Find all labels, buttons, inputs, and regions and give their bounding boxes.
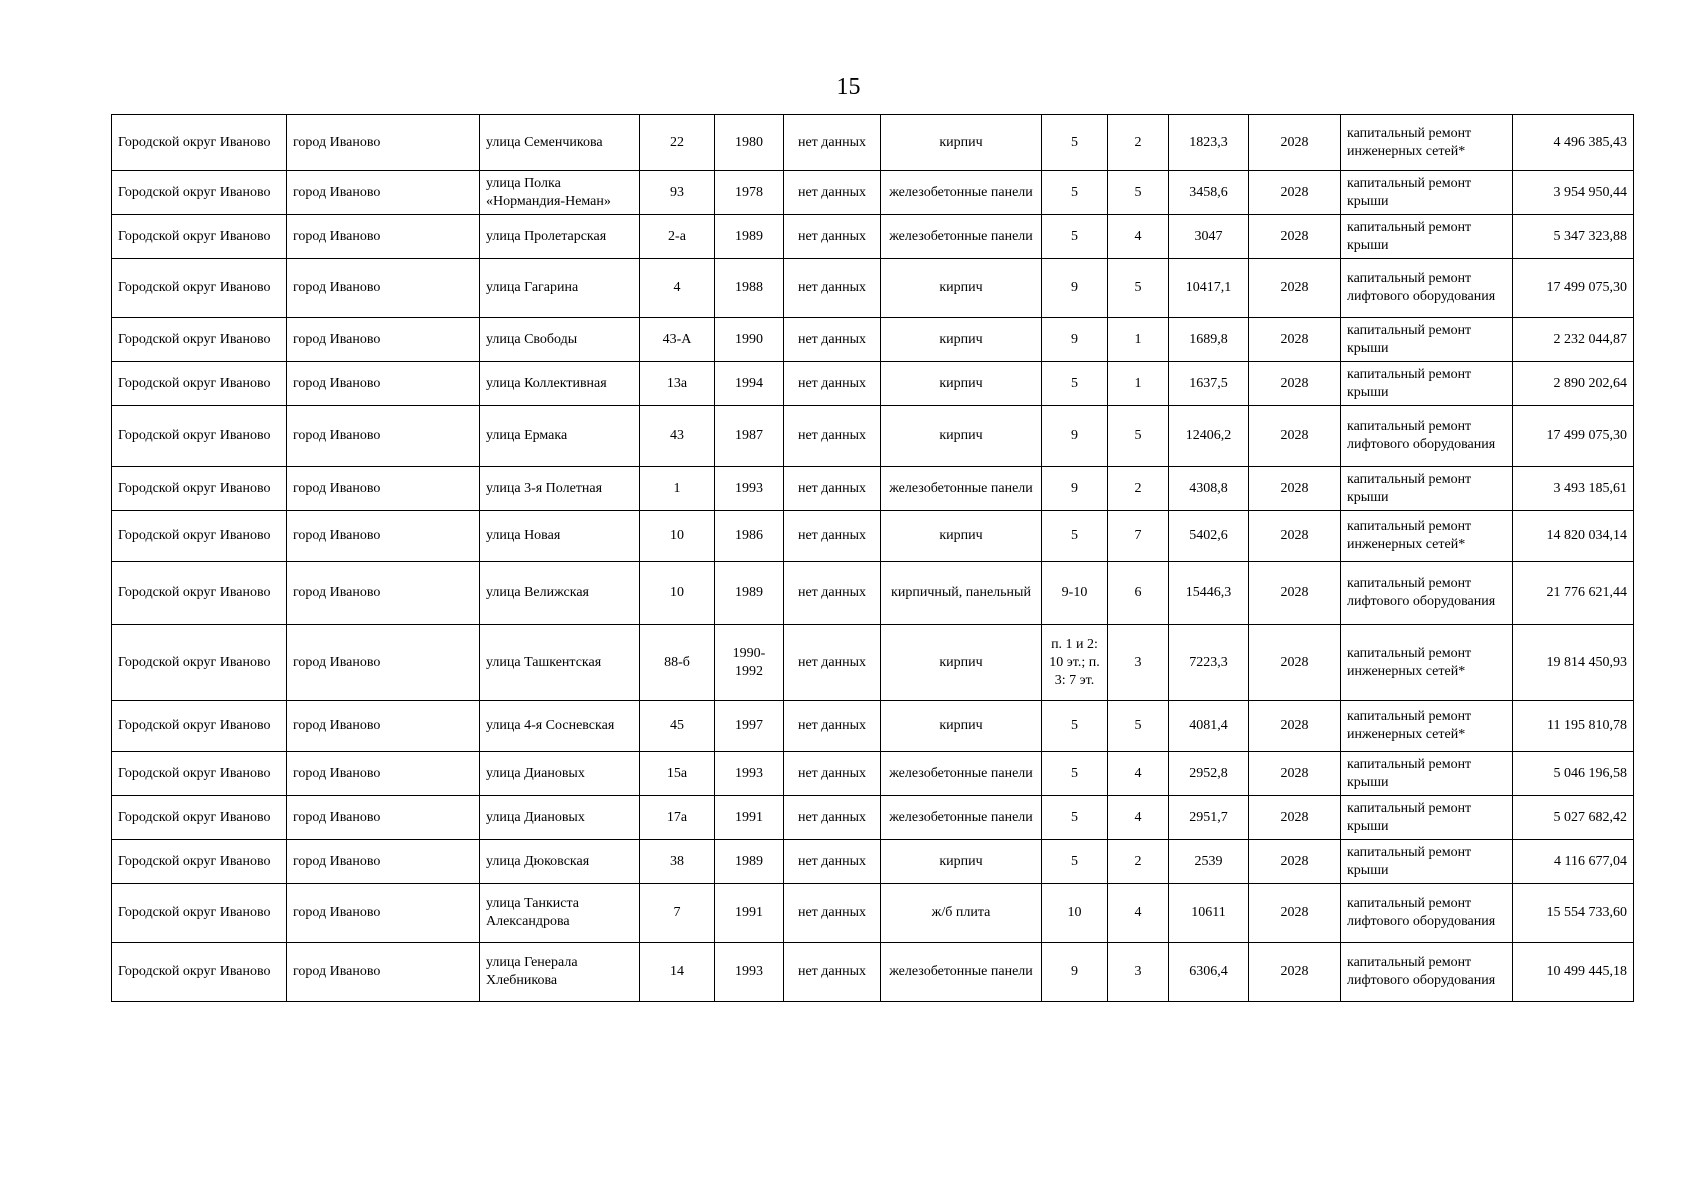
entrances-cell: 3 bbox=[1108, 943, 1169, 1002]
construction-year-cell: 1990-1992 bbox=[715, 625, 784, 701]
wall-material-cell: ж/б плита bbox=[881, 884, 1042, 943]
planned-year-cell: 2028 bbox=[1249, 796, 1341, 840]
area-cell: 3458,6 bbox=[1169, 171, 1249, 215]
planned-year-cell: 2028 bbox=[1249, 318, 1341, 362]
planned-year-cell: 2028 bbox=[1249, 562, 1341, 625]
wall-material-cell: кирпич bbox=[881, 625, 1042, 701]
street-cell: улица Генерала Хлебникова bbox=[480, 943, 640, 1002]
planned-year-cell: 2028 bbox=[1249, 467, 1341, 511]
wall-material-cell: железобетонные панели bbox=[881, 171, 1042, 215]
cost-cell: 19 814 450,93 bbox=[1513, 625, 1634, 701]
entrances-cell: 5 bbox=[1108, 701, 1169, 752]
entrances-cell: 1 bbox=[1108, 362, 1169, 406]
page-number: 15 bbox=[836, 74, 861, 100]
house-number-cell: 1 bbox=[640, 467, 715, 511]
floors-cell: 5 bbox=[1042, 511, 1108, 562]
table-row bbox=[112, 115, 1634, 171]
commissioning-year-cell: нет данных bbox=[784, 943, 881, 1002]
house-number-cell: 4 bbox=[640, 259, 715, 318]
work-type-cell: капитальный ремонт крыши bbox=[1341, 318, 1513, 362]
construction-year-cell: 1989 bbox=[715, 215, 784, 259]
municipality-cell: Городской округ Иваново bbox=[112, 362, 287, 406]
floors-cell: 9 bbox=[1042, 943, 1108, 1002]
area-cell: 3047 bbox=[1169, 215, 1249, 259]
settlement-cell: город Иваново bbox=[287, 884, 480, 943]
municipality-cell: Городской округ Иваново bbox=[112, 511, 287, 562]
municipality-cell: Городской округ Иваново bbox=[112, 701, 287, 752]
entrances-cell: 3 bbox=[1108, 625, 1169, 701]
municipality-cell: Городской округ Иваново bbox=[112, 171, 287, 215]
entrances-cell: 2 bbox=[1108, 467, 1169, 511]
house-number-cell: 22 bbox=[640, 115, 715, 171]
table-row bbox=[112, 752, 1634, 796]
construction-year-cell: 1997 bbox=[715, 701, 784, 752]
cost-cell: 4 496 385,43 bbox=[1513, 115, 1634, 171]
table-row bbox=[112, 884, 1634, 943]
entrances-cell: 2 bbox=[1108, 115, 1169, 171]
wall-material-cell: кирпич bbox=[881, 406, 1042, 467]
commissioning-year-cell: нет данных bbox=[784, 318, 881, 362]
house-number-cell: 93 bbox=[640, 171, 715, 215]
house-number-cell: 38 bbox=[640, 840, 715, 884]
wall-material-cell: железобетонные панели bbox=[881, 215, 1042, 259]
house-number-cell: 45 bbox=[640, 701, 715, 752]
municipality-cell: Городской округ Иваново bbox=[112, 467, 287, 511]
area-cell: 1689,8 bbox=[1169, 318, 1249, 362]
table-row bbox=[112, 467, 1634, 511]
work-type-cell: капитальный ремонт лифтового оборудования bbox=[1341, 406, 1513, 467]
planned-year-cell: 2028 bbox=[1249, 115, 1341, 171]
entrances-cell: 4 bbox=[1108, 884, 1169, 943]
floors-cell: 9 bbox=[1042, 406, 1108, 467]
floors-cell: 5 bbox=[1042, 115, 1108, 171]
construction-year-cell: 1989 bbox=[715, 562, 784, 625]
house-number-cell: 88-б bbox=[640, 625, 715, 701]
municipality-cell: Городской округ Иваново bbox=[112, 884, 287, 943]
construction-year-cell: 1978 bbox=[715, 171, 784, 215]
planned-year-cell: 2028 bbox=[1249, 701, 1341, 752]
area-cell: 10417,1 bbox=[1169, 259, 1249, 318]
work-type-cell: капитальный ремонт инженерных сетей* bbox=[1341, 701, 1513, 752]
area-cell: 2952,8 bbox=[1169, 752, 1249, 796]
wall-material-cell: железобетонные панели bbox=[881, 467, 1042, 511]
construction-year-cell: 1990 bbox=[715, 318, 784, 362]
municipality-cell: Городской округ Иваново bbox=[112, 115, 287, 171]
municipality-cell: Городской округ Иваново bbox=[112, 318, 287, 362]
cost-cell: 14 820 034,14 bbox=[1513, 511, 1634, 562]
cost-cell: 17 499 075,30 bbox=[1513, 406, 1634, 467]
settlement-cell: город Иваново bbox=[287, 625, 480, 701]
commissioning-year-cell: нет данных bbox=[784, 840, 881, 884]
wall-material-cell: кирпич bbox=[881, 318, 1042, 362]
wall-material-cell: кирпич bbox=[881, 362, 1042, 406]
work-type-cell: капитальный ремонт крыши bbox=[1341, 215, 1513, 259]
street-cell: улица Семенчикова bbox=[480, 115, 640, 171]
street-cell: улица Ташкентская bbox=[480, 625, 640, 701]
construction-year-cell: 1980 bbox=[715, 115, 784, 171]
table-row bbox=[112, 215, 1634, 259]
table-row bbox=[112, 362, 1634, 406]
street-cell: улица Диановых bbox=[480, 752, 640, 796]
floors-cell: 5 bbox=[1042, 840, 1108, 884]
cost-cell: 15 554 733,60 bbox=[1513, 884, 1634, 943]
work-type-cell: капитальный ремонт крыши bbox=[1341, 796, 1513, 840]
street-cell: улица Коллективная bbox=[480, 362, 640, 406]
work-type-cell: капитальный ремонт крыши bbox=[1341, 752, 1513, 796]
commissioning-year-cell: нет данных bbox=[784, 115, 881, 171]
entrances-cell: 2 bbox=[1108, 840, 1169, 884]
street-cell: улица 4-я Сосневская bbox=[480, 701, 640, 752]
commissioning-year-cell: нет данных bbox=[784, 467, 881, 511]
settlement-cell: город Иваново bbox=[287, 796, 480, 840]
work-type-cell: капитальный ремонт лифтового оборудования bbox=[1341, 884, 1513, 943]
house-number-cell: 13а bbox=[640, 362, 715, 406]
table-row bbox=[112, 701, 1634, 752]
commissioning-year-cell: нет данных bbox=[784, 884, 881, 943]
construction-year-cell: 1994 bbox=[715, 362, 784, 406]
work-type-cell: капитальный ремонт лифтового оборудования bbox=[1341, 259, 1513, 318]
area-cell: 1823,3 bbox=[1169, 115, 1249, 171]
cost-cell: 11 195 810,78 bbox=[1513, 701, 1634, 752]
floors-cell: 5 bbox=[1042, 752, 1108, 796]
street-cell: улица Свободы bbox=[480, 318, 640, 362]
floors-cell: 9 bbox=[1042, 318, 1108, 362]
entrances-cell: 1 bbox=[1108, 318, 1169, 362]
planned-year-cell: 2028 bbox=[1249, 215, 1341, 259]
street-cell: улица Диановых bbox=[480, 796, 640, 840]
wall-material-cell: кирпич bbox=[881, 701, 1042, 752]
house-number-cell: 15а bbox=[640, 752, 715, 796]
commissioning-year-cell: нет данных bbox=[784, 511, 881, 562]
settlement-cell: город Иваново bbox=[287, 362, 480, 406]
entrances-cell: 4 bbox=[1108, 752, 1169, 796]
settlement-cell: город Иваново bbox=[287, 215, 480, 259]
area-cell: 10611 bbox=[1169, 884, 1249, 943]
work-type-cell: капитальный ремонт крыши bbox=[1341, 171, 1513, 215]
area-cell: 4308,8 bbox=[1169, 467, 1249, 511]
area-cell: 4081,4 bbox=[1169, 701, 1249, 752]
table-row bbox=[112, 943, 1634, 1002]
work-type-cell: капитальный ремонт крыши bbox=[1341, 362, 1513, 406]
house-number-cell: 7 bbox=[640, 884, 715, 943]
commissioning-year-cell: нет данных bbox=[784, 752, 881, 796]
house-number-cell: 2-а bbox=[640, 215, 715, 259]
housing-repair-table bbox=[111, 114, 1634, 1002]
construction-year-cell: 1993 bbox=[715, 943, 784, 1002]
work-type-cell: капитальный ремонт инженерных сетей* bbox=[1341, 625, 1513, 701]
municipality-cell: Городской округ Иваново bbox=[112, 796, 287, 840]
commissioning-year-cell: нет данных bbox=[784, 362, 881, 406]
settlement-cell: город Иваново bbox=[287, 171, 480, 215]
wall-material-cell: кирпич bbox=[881, 259, 1042, 318]
cost-cell: 2 232 044,87 bbox=[1513, 318, 1634, 362]
commissioning-year-cell: нет данных bbox=[784, 406, 881, 467]
construction-year-cell: 1993 bbox=[715, 467, 784, 511]
area-cell: 15446,3 bbox=[1169, 562, 1249, 625]
floors-cell: 5 bbox=[1042, 796, 1108, 840]
table-row bbox=[112, 318, 1634, 362]
settlement-cell: город Иваново bbox=[287, 115, 480, 171]
area-cell: 5402,6 bbox=[1169, 511, 1249, 562]
planned-year-cell: 2028 bbox=[1249, 840, 1341, 884]
wall-material-cell: кирпич bbox=[881, 511, 1042, 562]
planned-year-cell: 2028 bbox=[1249, 752, 1341, 796]
construction-year-cell: 1986 bbox=[715, 511, 784, 562]
work-type-cell: капитальный ремонт инженерных сетей* bbox=[1341, 511, 1513, 562]
street-cell: улица 3-я Полетная bbox=[480, 467, 640, 511]
municipality-cell: Городской округ Иваново bbox=[112, 752, 287, 796]
cost-cell: 4 116 677,04 bbox=[1513, 840, 1634, 884]
cost-cell: 17 499 075,30 bbox=[1513, 259, 1634, 318]
settlement-cell: город Иваново bbox=[287, 562, 480, 625]
floors-cell: 10 bbox=[1042, 884, 1108, 943]
entrances-cell: 6 bbox=[1108, 562, 1169, 625]
area-cell: 2951,7 bbox=[1169, 796, 1249, 840]
settlement-cell: город Иваново bbox=[287, 467, 480, 511]
commissioning-year-cell: нет данных bbox=[784, 562, 881, 625]
floors-cell: 5 bbox=[1042, 215, 1108, 259]
floors-cell: п. 1 и 2: 10 эт.; п. 3: 7 эт. bbox=[1042, 625, 1108, 701]
wall-material-cell: железобетонные панели bbox=[881, 752, 1042, 796]
commissioning-year-cell: нет данных bbox=[784, 796, 881, 840]
commissioning-year-cell: нет данных bbox=[784, 625, 881, 701]
settlement-cell: город Иваново bbox=[287, 406, 480, 467]
area-cell: 1637,5 bbox=[1169, 362, 1249, 406]
house-number-cell: 43 bbox=[640, 406, 715, 467]
planned-year-cell: 2028 bbox=[1249, 511, 1341, 562]
wall-material-cell: кирпич bbox=[881, 840, 1042, 884]
planned-year-cell: 2028 bbox=[1249, 884, 1341, 943]
work-type-cell: капитальный ремонт лифтового оборудования bbox=[1341, 943, 1513, 1002]
cost-cell: 5 347 323,88 bbox=[1513, 215, 1634, 259]
settlement-cell: город Иваново bbox=[287, 840, 480, 884]
floors-cell: 5 bbox=[1042, 362, 1108, 406]
planned-year-cell: 2028 bbox=[1249, 362, 1341, 406]
floors-cell: 5 bbox=[1042, 701, 1108, 752]
municipality-cell: Городской округ Иваново bbox=[112, 562, 287, 625]
commissioning-year-cell: нет данных bbox=[784, 171, 881, 215]
cost-cell: 5 027 682,42 bbox=[1513, 796, 1634, 840]
area-cell: 6306,4 bbox=[1169, 943, 1249, 1002]
construction-year-cell: 1989 bbox=[715, 840, 784, 884]
street-cell: улица Ермака bbox=[480, 406, 640, 467]
wall-material-cell: железобетонные панели bbox=[881, 796, 1042, 840]
commissioning-year-cell: нет данных bbox=[784, 259, 881, 318]
entrances-cell: 4 bbox=[1108, 215, 1169, 259]
floors-cell: 9 bbox=[1042, 467, 1108, 511]
house-number-cell: 10 bbox=[640, 511, 715, 562]
commissioning-year-cell: нет данных bbox=[784, 701, 881, 752]
settlement-cell: город Иваново bbox=[287, 259, 480, 318]
cost-cell: 21 776 621,44 bbox=[1513, 562, 1634, 625]
table-row bbox=[112, 840, 1634, 884]
wall-material-cell: железобетонные панели bbox=[881, 943, 1042, 1002]
settlement-cell: город Иваново bbox=[287, 943, 480, 1002]
house-number-cell: 10 bbox=[640, 562, 715, 625]
street-cell: улица Дюковская bbox=[480, 840, 640, 884]
table-row bbox=[112, 259, 1634, 318]
construction-year-cell: 1991 bbox=[715, 884, 784, 943]
settlement-cell: город Иваново bbox=[287, 318, 480, 362]
street-cell: улица Полка «Нормандия-Неман» bbox=[480, 171, 640, 215]
construction-year-cell: 1993 bbox=[715, 752, 784, 796]
work-type-cell: капитальный ремонт лифтового оборудования bbox=[1341, 562, 1513, 625]
area-cell: 2539 bbox=[1169, 840, 1249, 884]
municipality-cell: Городской округ Иваново bbox=[112, 840, 287, 884]
table-row bbox=[112, 406, 1634, 467]
planned-year-cell: 2028 bbox=[1249, 625, 1341, 701]
municipality-cell: Городской округ Иваново bbox=[112, 625, 287, 701]
settlement-cell: город Иваново bbox=[287, 752, 480, 796]
house-number-cell: 43-А bbox=[640, 318, 715, 362]
house-number-cell: 14 bbox=[640, 943, 715, 1002]
entrances-cell: 4 bbox=[1108, 796, 1169, 840]
settlement-cell: город Иваново bbox=[287, 701, 480, 752]
entrances-cell: 7 bbox=[1108, 511, 1169, 562]
area-cell: 7223,3 bbox=[1169, 625, 1249, 701]
table-row bbox=[112, 625, 1634, 701]
entrances-cell: 5 bbox=[1108, 259, 1169, 318]
wall-material-cell: кирпичный, панельный bbox=[881, 562, 1042, 625]
construction-year-cell: 1987 bbox=[715, 406, 784, 467]
cost-cell: 5 046 196,58 bbox=[1513, 752, 1634, 796]
municipality-cell: Городской округ Иваново bbox=[112, 259, 287, 318]
municipality-cell: Городской округ Иваново bbox=[112, 215, 287, 259]
municipality-cell: Городской округ Иваново bbox=[112, 406, 287, 467]
settlement-cell: город Иваново bbox=[287, 511, 480, 562]
cost-cell: 3 954 950,44 bbox=[1513, 171, 1634, 215]
planned-year-cell: 2028 bbox=[1249, 943, 1341, 1002]
floors-cell: 9-10 bbox=[1042, 562, 1108, 625]
planned-year-cell: 2028 bbox=[1249, 406, 1341, 467]
house-number-cell: 17а bbox=[640, 796, 715, 840]
commissioning-year-cell: нет данных bbox=[784, 215, 881, 259]
entrances-cell: 5 bbox=[1108, 406, 1169, 467]
street-cell: улица Танкиста Александрова bbox=[480, 884, 640, 943]
street-cell: улица Новая bbox=[480, 511, 640, 562]
table-body bbox=[112, 115, 1634, 1002]
work-type-cell: капитальный ремонт крыши bbox=[1341, 467, 1513, 511]
street-cell: улица Гагарина bbox=[480, 259, 640, 318]
planned-year-cell: 2028 bbox=[1249, 259, 1341, 318]
work-type-cell: капитальный ремонт крыши bbox=[1341, 840, 1513, 884]
floors-cell: 5 bbox=[1042, 171, 1108, 215]
construction-year-cell: 1991 bbox=[715, 796, 784, 840]
table-row bbox=[112, 796, 1634, 840]
table-row bbox=[112, 511, 1634, 562]
cost-cell: 2 890 202,64 bbox=[1513, 362, 1634, 406]
floors-cell: 9 bbox=[1042, 259, 1108, 318]
planned-year-cell: 2028 bbox=[1249, 171, 1341, 215]
wall-material-cell: кирпич bbox=[881, 115, 1042, 171]
work-type-cell: капитальный ремонт инженерных сетей* bbox=[1341, 115, 1513, 171]
municipality-cell: Городской округ Иваново bbox=[112, 943, 287, 1002]
entrances-cell: 5 bbox=[1108, 171, 1169, 215]
table-row bbox=[112, 562, 1634, 625]
street-cell: улица Пролетарская bbox=[480, 215, 640, 259]
street-cell: улица Велижская bbox=[480, 562, 640, 625]
construction-year-cell: 1988 bbox=[715, 259, 784, 318]
cost-cell: 10 499 445,18 bbox=[1513, 943, 1634, 1002]
area-cell: 12406,2 bbox=[1169, 406, 1249, 467]
cost-cell: 3 493 185,61 bbox=[1513, 467, 1634, 511]
table-row bbox=[112, 171, 1634, 215]
